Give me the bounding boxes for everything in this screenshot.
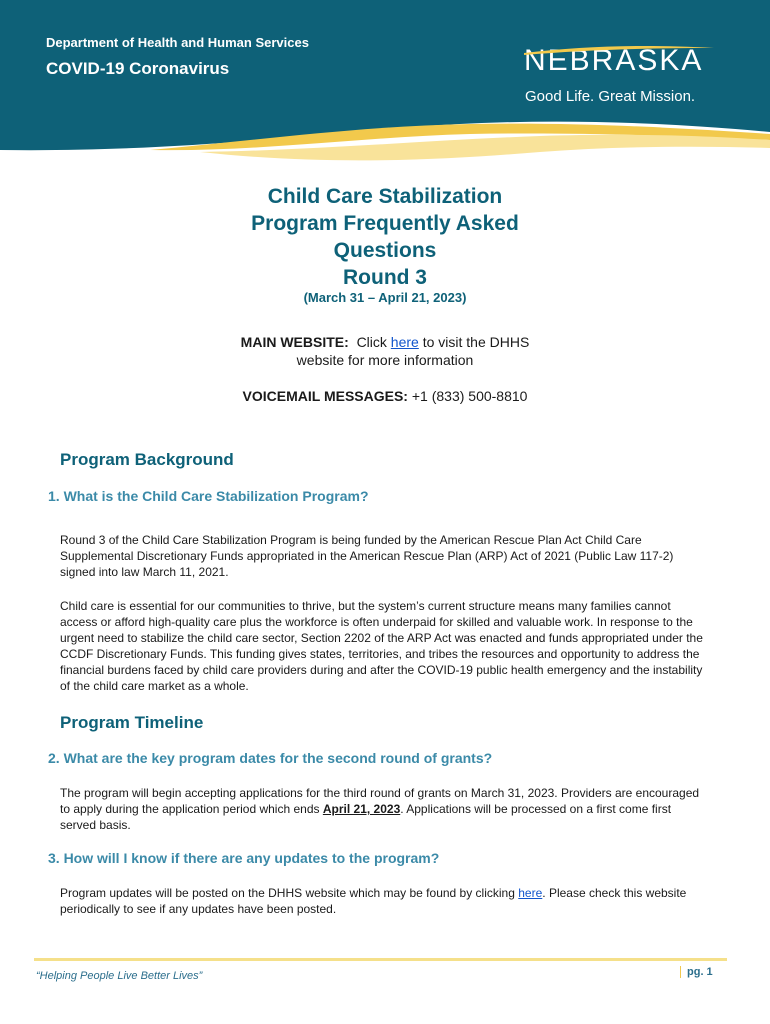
section-heading-background: Program Background: [60, 450, 234, 469]
section-heading-timeline: Program Timeline: [60, 713, 204, 732]
answer-text: Program updates will be posted on the DHHS website which may be found by clicking: [60, 886, 515, 900]
department-name: Department of Health and Human Services: [46, 35, 309, 50]
main-website-text: Click: [356, 334, 387, 350]
swoosh-icon: [524, 44, 714, 56]
dhhs-website-link[interactable]: here: [518, 886, 543, 900]
deadline-date: April 21, 2023: [322, 802, 401, 816]
section-title: COVID-19 Coronavirus: [46, 59, 230, 78]
answer-text: The program will begin accepting applications for the third round of grants on March 31, 2023. Providers are encouraged to apply during the application period which ends: [60, 786, 700, 816]
voicemail-info: [185, 388, 585, 404]
nebraska-logo: [524, 44, 724, 108]
program-dates: (March 31 – April 21, 2023): [303, 290, 467, 305]
answer-paragraph: Round 3 of the Child Care Stabilization Program is being funded by the American Rescue Plan Act Child Care Supplemental Discretionary Funds appropriated in the American Rescue Plan (ARP) Act of 2021 (Public Law 117-2) signed into law March 11, 2021.: [60, 533, 674, 579]
main-website-link[interactable]: here: [390, 334, 419, 350]
main-website-label: MAIN WEBSITE:: [240, 334, 349, 350]
main-website-text: to visit the DHHS: [422, 334, 530, 350]
title-line: Child Care Stabilization: [267, 185, 503, 208]
question-1: 1. What is the Child Care Stabilization Program?: [48, 488, 369, 504]
answer-paragraph: [60, 885, 710, 917]
answer-paragraph: [60, 785, 710, 833]
title-line: Questions: [333, 239, 437, 262]
answer-text: . Applications will be processed on a first come first served basis.: [60, 802, 672, 832]
page-number: pg. 1: [680, 966, 713, 978]
document-title: [185, 183, 585, 291]
answer-text: . Please check this website periodically to see if any updates have been posted.: [60, 886, 687, 916]
footer-divider: [34, 958, 727, 961]
header-banner: [0, 0, 770, 180]
main-website-info: [185, 333, 585, 369]
title-line: Program Frequently Asked: [251, 212, 519, 235]
question-2: 2. What are the key program dates for the second round of grants?: [48, 750, 493, 766]
answer-paragraph: Child care is essential for our communities to thrive, but the system’s current structure means many families cannot access or afford high-quality care plus the workforce is often underpaid for skilled and valuable work. In response to the urgent need to stabilize the child care sector, Section 2202 of the ARP Act was enacted and funds appropriated under the CCDF Discretionary Funds. This funding gives states, territories, and tribes the resources and opportunity to address the financial burdens faced by child care providers during and after the COVID-19 public health emergency and the instability of the child care market as a whole.: [60, 599, 703, 693]
brand-name: NEBRASKA: [524, 44, 704, 77]
question-3: 3. How will I know if there are any updates to the program?: [48, 850, 440, 866]
voicemail-label: VOICEMAIL MESSAGES:: [242, 388, 408, 404]
voicemail-number: +1 (833) 500-8810: [411, 388, 528, 404]
brand-tagline: Good Life. Great Mission.: [525, 88, 696, 105]
title-line: Round 3: [343, 266, 427, 289]
main-website-text: website for more information: [296, 352, 474, 368]
footer-tagline: “Helping People Live Better Lives”: [36, 970, 203, 982]
